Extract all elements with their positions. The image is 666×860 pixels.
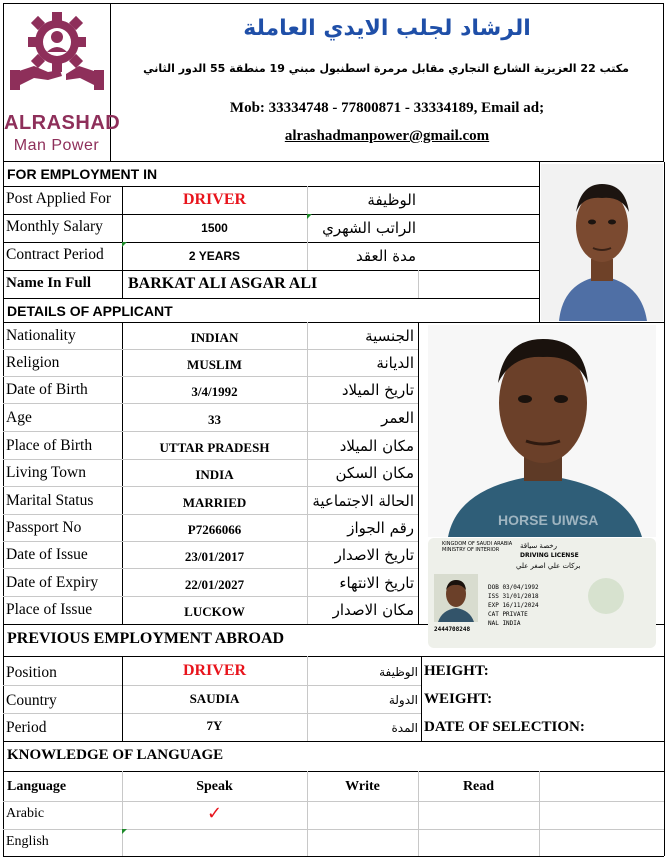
- issue-date-label-ar: تاريخ الاصدار: [334, 546, 414, 564]
- nationality-value: INDIAN: [190, 330, 239, 345]
- dob-label-ar: تاريخ الميلاد: [341, 381, 414, 399]
- living-town-label: Living Town: [6, 464, 87, 481]
- applicant-photo-large: [428, 325, 656, 537]
- license-row-exp: EXP 16/11/2024: [488, 602, 539, 609]
- lang-english-label: English: [6, 834, 49, 849]
- logo-subtitle: Man Power: [13, 137, 100, 154]
- post-label-ar: الوظيفة: [367, 191, 416, 209]
- religion-value: MUSLIM: [187, 357, 242, 372]
- license-name-ar: بركات علي اصغر علي: [516, 562, 581, 570]
- height-label: HEIGHT:: [424, 663, 489, 679]
- logo-icon: [4, 6, 109, 114]
- license-number: 2444708248: [434, 626, 471, 633]
- license-country: KINGDOM OF SAUDI ARABIA: [442, 541, 513, 547]
- nationality-label: Nationality: [6, 327, 76, 344]
- birthplace-label-ar: مكان الميلاد: [339, 437, 414, 455]
- arabic-address: مكتب 22 العزيزية الشارع التجاري مقابل مرمرة اسطنبول مبني 19 منطقة 55 الدور الثاني: [143, 62, 629, 75]
- expiry-date-label-ar: تاريخ الانتهاء: [339, 574, 414, 592]
- issue-place-value: LUCKOW: [184, 604, 245, 619]
- issue-date-label: Date of Issue: [6, 546, 88, 563]
- section-previous: PREVIOUS EMPLOYMENT ABROAD: [7, 630, 285, 647]
- prev-country-label: Country: [6, 692, 57, 709]
- religion-label-ar: الديانة: [376, 354, 414, 372]
- birthplace-label: Place of Birth: [6, 437, 93, 454]
- license-emblem-icon: [588, 578, 624, 614]
- prev-period-value: 7Y: [206, 718, 223, 733]
- salary-value: 1500: [201, 221, 228, 235]
- marital-label: Marital Status: [6, 492, 94, 509]
- license-photo: [434, 574, 478, 622]
- living-town-value: INDIA: [195, 467, 234, 482]
- lang-header-write: Write: [345, 779, 380, 794]
- issue-date-value: 23/01/2017: [184, 549, 245, 564]
- license-title: DRIVING LICENSE: [520, 552, 579, 559]
- prev-country-value: SAUDIA: [189, 691, 240, 706]
- marital-value: MARRIED: [182, 495, 247, 510]
- section-applicant: DETAILS OF APPLICANT: [7, 303, 173, 319]
- svg-text:HORSE UIWSA: HORSE UIWSA: [498, 512, 599, 528]
- prev-period-label: Period: [6, 719, 47, 736]
- dob-label: Date of Birth: [6, 381, 88, 398]
- birthplace-value: UTTAR PRADESH: [159, 440, 270, 455]
- passport-value: P7266066: [187, 522, 242, 537]
- driving-license-card: [428, 538, 656, 648]
- issue-place-label-ar: مكان الاصدار: [332, 601, 414, 619]
- salary-label-ar: الراتب الشهري: [322, 219, 416, 237]
- nationality-label-ar: الجنسية: [365, 327, 414, 345]
- marital-label-ar: الحالة الاجتماعية: [312, 492, 414, 510]
- lang-header-read: Read: [462, 779, 495, 794]
- post-label: Post Applied For: [6, 190, 112, 207]
- dob-value: 3/4/1992: [191, 384, 238, 399]
- name-value: BARKAT ALI ASGAR ALI: [128, 275, 318, 292]
- license-row-cat: CAT PRIVATE: [488, 611, 528, 618]
- lang-arabic-label: Arabic: [6, 806, 45, 821]
- expiry-date-label: Date of Expiry: [6, 574, 99, 591]
- lang-header-speak: Speak: [196, 779, 233, 794]
- name-label: Name In Full: [6, 275, 92, 291]
- arabic-title: الرشاد لجلب الايدي العاملة: [243, 16, 531, 41]
- selection-date-label: DATE OF SELECTION:: [424, 719, 585, 735]
- prev-country-label-ar: الدولة: [388, 693, 418, 707]
- lang-header-language: Language: [7, 779, 67, 794]
- religion-label: Religion: [6, 354, 60, 371]
- license-row-iss: ISS 31/01/2018: [488, 593, 539, 600]
- expiry-date-value: 22/01/2027: [184, 577, 245, 592]
- prev-period-label-ar: المدة: [391, 721, 418, 735]
- age-value: 33: [208, 412, 221, 427]
- license-row-nal: NAL INDIA: [488, 620, 521, 627]
- contact-email[interactable]: alrashadmanpower@gmail.com: [284, 128, 490, 144]
- logo-brand: ALRASHAD: [4, 112, 121, 134]
- contact-phones: Mob: 33334748 - 77800871 - 33334189, Email ad;: [229, 100, 545, 116]
- passport-label-ar: رقم الجواز: [347, 519, 414, 537]
- living-town-label-ar: مكان السكن: [335, 464, 414, 482]
- prev-position-label: Position: [6, 664, 57, 681]
- contract-value: 2 YEARS: [188, 249, 241, 263]
- salary-label: Monthly Salary: [6, 218, 103, 235]
- section-language: KNOWLEDGE OF LANGUAGE: [7, 747, 224, 763]
- prev-position-label-ar: الوظيفة: [379, 665, 418, 679]
- applicant-photo-small: [541, 164, 663, 321]
- prev-position-value: DRIVER: [182, 662, 247, 679]
- age-label-ar: العمر: [381, 409, 414, 427]
- license-title-ar: رخصة سياقة: [520, 542, 557, 550]
- contract-label-ar: مدة العقد: [356, 247, 416, 265]
- issue-place-label: Place of Issue: [6, 601, 93, 618]
- lang-arabic-speak-check: ✓: [206, 803, 223, 824]
- section-employment: FOR EMPLOYMENT IN: [7, 166, 158, 182]
- age-label: Age: [6, 409, 32, 426]
- post-value: DRIVER: [182, 191, 247, 208]
- license-row-dob: DOB 03/04/1992: [488, 584, 539, 591]
- contract-label: Contract Period: [6, 246, 104, 263]
- passport-label: Passport No: [6, 519, 82, 536]
- weight-label: WEIGHT:: [424, 691, 493, 707]
- company-logo: [4, 6, 121, 160]
- license-ministry: MINISTRY OF INTERIOR: [442, 547, 500, 553]
